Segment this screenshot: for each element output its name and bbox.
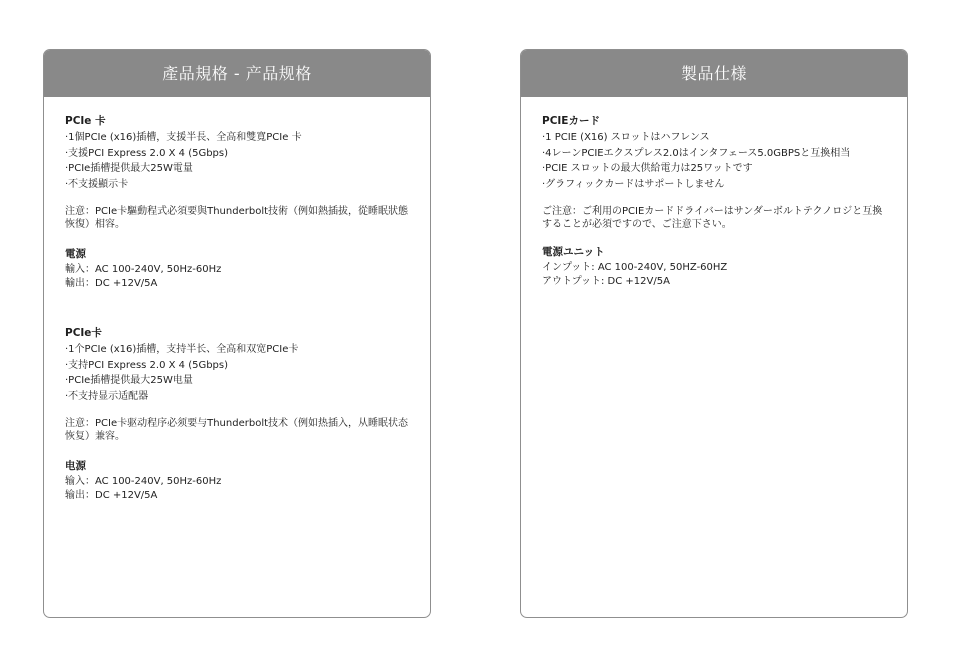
spec-panel-chinese [43, 49, 431, 618]
list-item: ‧PCIe插槽提供最大25W電量 [65, 163, 193, 174]
trad-pcie-card-section [65, 114, 410, 231]
power-output-line: アウトプット: DC +12V/5A [542, 275, 670, 287]
panel-title: 產品規格 - 产品规格 [44, 50, 430, 97]
power-input-line: インプット: AC 100-240V, 50HZ-60HZ [542, 262, 728, 273]
section-heading: 电源 [65, 460, 86, 472]
power-input-line: 輸入：AC 100-240V, 50Hz-60Hz [65, 264, 222, 275]
pcie-card-section [542, 114, 887, 231]
section-heading: 電源ユニット [542, 246, 605, 258]
section-heading: PCIe卡 [65, 327, 102, 339]
simp-power-section [65, 459, 410, 502]
bullet-list [65, 342, 410, 404]
list-item: ‧不支持显示适配器 [65, 390, 149, 402]
simp-pcie-card-section [65, 326, 410, 443]
bullet-list [542, 130, 887, 192]
section-heading: PCIe 卡 [65, 115, 106, 127]
list-item: ‧4レーンPCIEエクスプレス2.0はインタフェース5.0GBPSと互換相当 [542, 147, 851, 159]
list-item: ‧支持PCI Express 2.0 X 4 (5Gbps) [65, 359, 229, 371]
panel-body [44, 97, 430, 502]
note-text: 注意：PCIe卡驱动程序必须要与Thunderbolt技术（例如热插入，从睡眠状态恢复）兼容。 [65, 418, 409, 442]
trad-power-section [65, 247, 410, 290]
list-item: ‧1個PCIe (x16)插槽，支援半長、全高和雙寬PCIe 卡 [65, 132, 302, 143]
section-heading: 電源 [65, 248, 86, 260]
panel-body [521, 97, 907, 288]
list-item: ‧PCIe插槽提供最大25W电量 [65, 375, 193, 386]
list-item: ‧1个PCIe (x16)插槽，支持半长、全高和双宽PCIe卡 [65, 344, 299, 355]
power-input-line: 输入：AC 100-240V, 50Hz-60Hz [65, 476, 222, 487]
list-item: ‧支援PCI Express 2.0 X 4 (5Gbps) [65, 147, 229, 159]
power-lines [65, 475, 410, 502]
list-item: ‧不支援顯示卡 [65, 178, 129, 190]
bullet-list [65, 130, 410, 192]
power-section [542, 245, 887, 288]
section-heading: PCIEカード [542, 115, 600, 127]
note-text: ご注意：ご利用のPCIEカードドライバーはサンダーボルトテクノロジと互換することが必須ですので、ご注意下さい。 [542, 206, 883, 230]
power-lines [65, 263, 410, 290]
power-output-line: 输出：DC +12V/5A [65, 489, 158, 501]
spec-panel-japanese [520, 49, 908, 618]
list-item: ‧グラフィックカードはサポートしません [542, 178, 725, 190]
power-output-line: 輸出：DC +12V/5A [65, 277, 158, 289]
list-item: ‧PCIE スロットの最大供給電力は25ワットです [542, 163, 753, 174]
panel-title: 製品仕様 [521, 50, 907, 97]
list-item: ‧1 PCIE (X16) スロットはハフレンス [542, 132, 710, 143]
note-text: 注意：PCIe卡驅動程式必須要與Thunderbolt技術（例如熱插拔，從睡眠狀態恢復）相容。 [65, 206, 409, 230]
power-lines [542, 261, 887, 288]
